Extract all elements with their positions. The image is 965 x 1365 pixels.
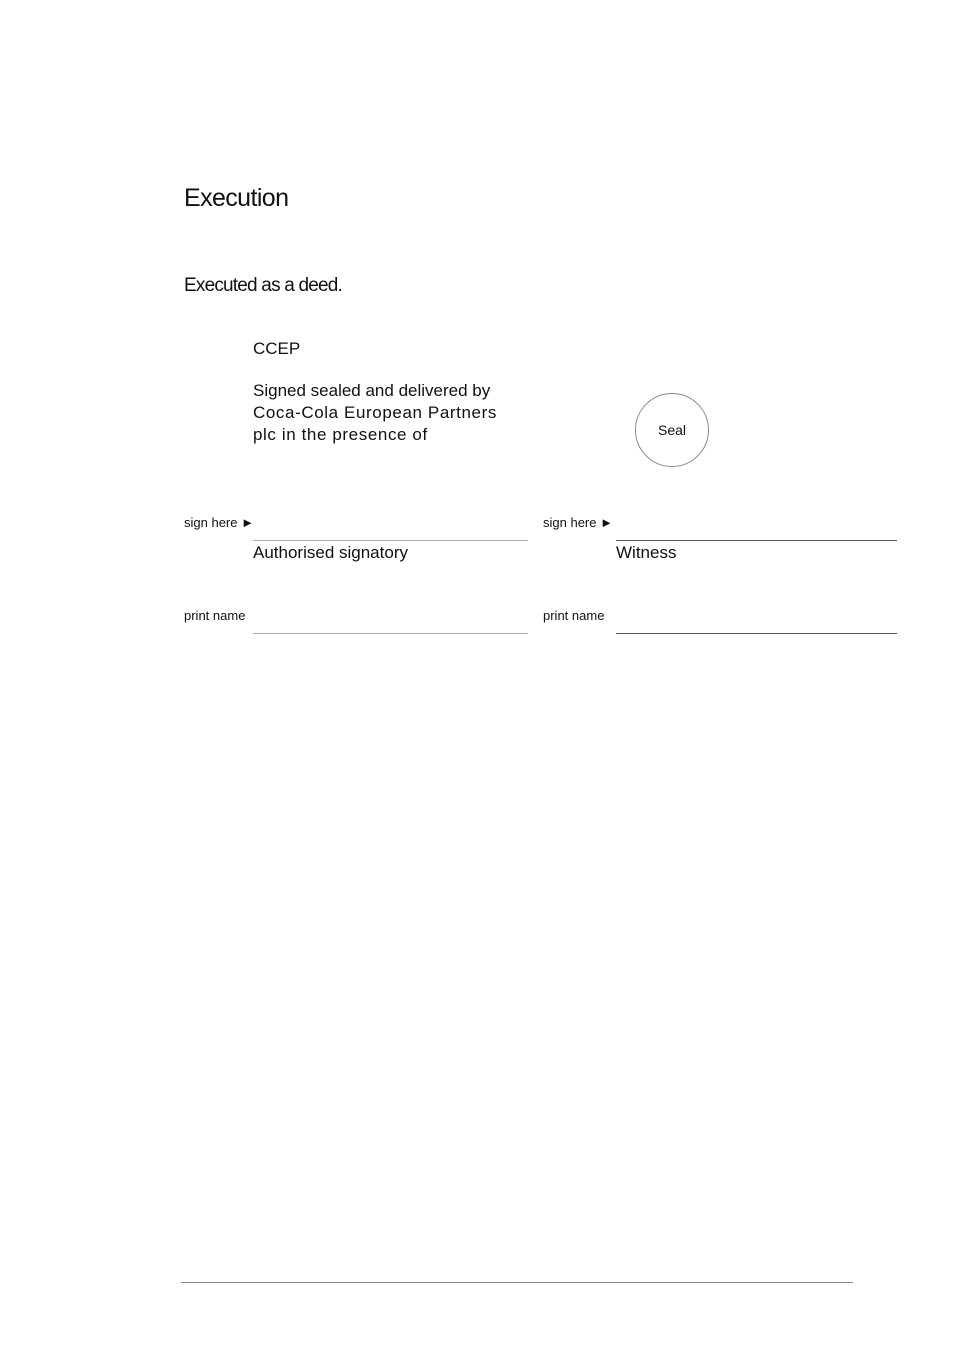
left-print-name-label: print name (184, 608, 246, 623)
execution-statement: Executed as a deed. (184, 275, 343, 296)
left-sign-here-label: sign here ► (184, 515, 254, 530)
signing-clause (253, 380, 543, 446)
witness-caption: Witness (616, 543, 677, 562)
signing-clause-line-2: Coca-Cola European Partners (253, 403, 497, 422)
seal-label: Seal (657, 422, 687, 438)
party-name: CCEP (253, 339, 301, 358)
signing-clause-line-3: plc in the presence of (253, 425, 428, 444)
left-signature-line[interactable] (253, 540, 528, 541)
signing-clause-line-1: Signed sealed and delivered by (253, 381, 491, 400)
right-signature-line[interactable] (616, 540, 897, 541)
seal-circle (635, 393, 709, 467)
footer-divider (181, 1282, 853, 1283)
right-print-name-line[interactable] (616, 633, 897, 634)
right-sign-here-label: sign here ► (543, 515, 613, 530)
right-print-name-label: print name (543, 608, 605, 623)
left-print-name-line[interactable] (253, 633, 528, 634)
page-heading: Execution (184, 184, 289, 212)
authorised-signatory-caption: Authorised signatory (253, 543, 408, 562)
